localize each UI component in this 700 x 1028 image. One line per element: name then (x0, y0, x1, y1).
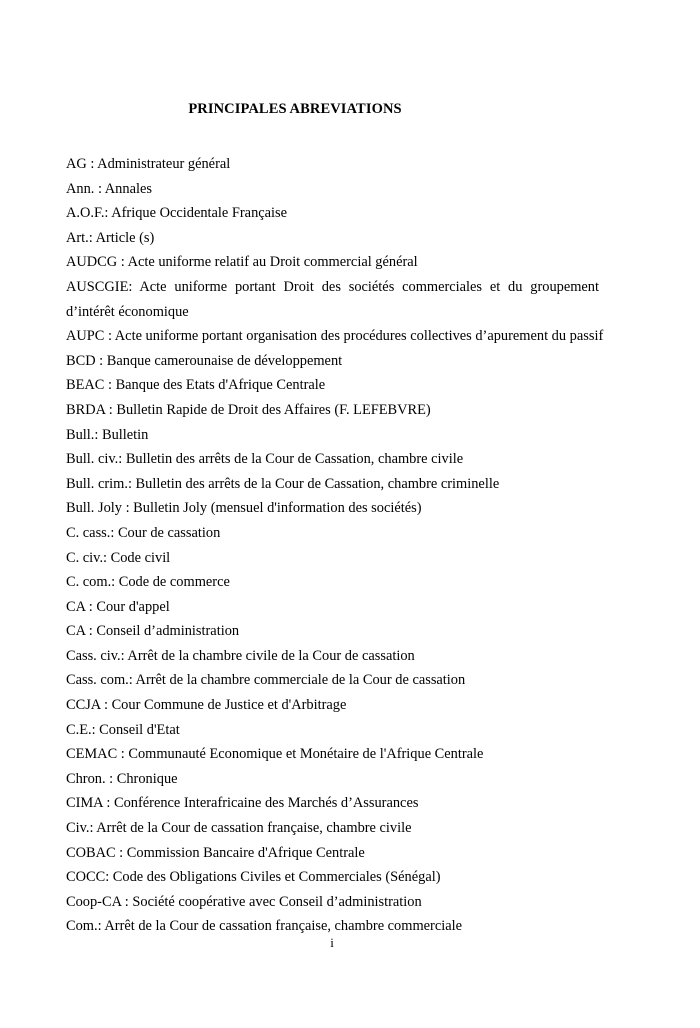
abbreviation-entry: Civ.: Arrêt de la Cour de cassation française, chambre civile (66, 820, 412, 837)
abbreviation-entry: CEMAC : Communauté Economique et Monétaire de l'Afrique Centrale (66, 746, 484, 763)
abbreviation-entry: Bull.: Bulletin (66, 426, 149, 443)
abbreviation-entry: AUPC : Acte uniforme portant organisation des procédures collectives d’apurement du passif (66, 328, 604, 345)
abbreviation-entry: Coop-CA : Société coopérative avec Conseil d’administration (66, 893, 422, 910)
abbreviation-entry: Com.: Arrêt de la Cour de cassation française, chambre commerciale (66, 918, 462, 935)
abbreviation-entry: AUSCGIE: Acte uniforme portant Droit des sociétés commerciales et du groupement d’intérêt économique (66, 278, 599, 320)
abbreviation-entry: Bull. Joly : Bulletin Joly (mensuel d'information des sociétés) (66, 500, 422, 517)
abbreviation-entry: C. cass.: Cour de cassation (66, 524, 221, 541)
abbreviation-entry: AG : Administrateur général (66, 156, 231, 172)
abbreviation-entry: Cass. civ.: Arrêt de la chambre civile de la Cour de cassation (66, 647, 415, 664)
abbreviation-entry: COCC: Code des Obligations Civiles et Commerciales (Sénégal) (66, 869, 441, 886)
abbreviation-entry: COBAC : Commission Bancaire d'Afrique Centrale (66, 844, 365, 861)
abbreviation-entry: CA : Cour d'appel (66, 598, 170, 615)
abbreviation-entry: C. com.: Code de commerce (66, 574, 230, 591)
abbreviation-entry: Chron. : Chronique (66, 770, 178, 787)
abbreviation-entry: CIMA : Conférence Interafricaine des Marchés d’Assurances (66, 795, 419, 812)
abbreviation-entry: C. civ.: Code civil (66, 549, 171, 566)
abbreviation-entry: Bull. crim.: Bulletin des arrêts de la Cour de Cassation, chambre criminelle (66, 475, 500, 492)
page-number: i (330, 935, 334, 950)
abbreviation-entry: C.E.: Conseil d'Etat (66, 721, 180, 738)
abbreviation-entry: AUDCG : Acte uniforme relatif au Droit commercial général (66, 254, 418, 271)
abbreviation-list (66, 152, 604, 939)
abbreviation-entry: Art.: Article (s) (66, 229, 155, 246)
abbreviation-entry: CA : Conseil d’administration (66, 623, 240, 640)
page-title: PRINCIPALES ABREVIATIONS (188, 101, 402, 117)
abbreviation-entry: CCJA : Cour Commune de Justice et d'Arbitrage (66, 697, 347, 714)
abbreviation-entry: BRDA : Bulletin Rapide de Droit des Affaires (F. LEFEBVRE) (66, 401, 431, 418)
abbreviation-entry: Bull. civ.: Bulletin des arrêts de la Cour de Cassation, chambre civile (66, 451, 464, 468)
abbreviation-entry: Ann. : Annales (66, 180, 152, 197)
abbreviation-entry: BEAC : Banque des Etats d'Afrique Centrale (66, 377, 326, 394)
abbreviation-entry: BCD : Banque camerounaise de développement (66, 352, 343, 369)
abbreviation-entry: A.O.F.: Afrique Occidentale Française (66, 205, 288, 222)
abbreviation-entry: Cass. com.: Arrêt de la chambre commerciale de la Cour de cassation (66, 672, 466, 689)
